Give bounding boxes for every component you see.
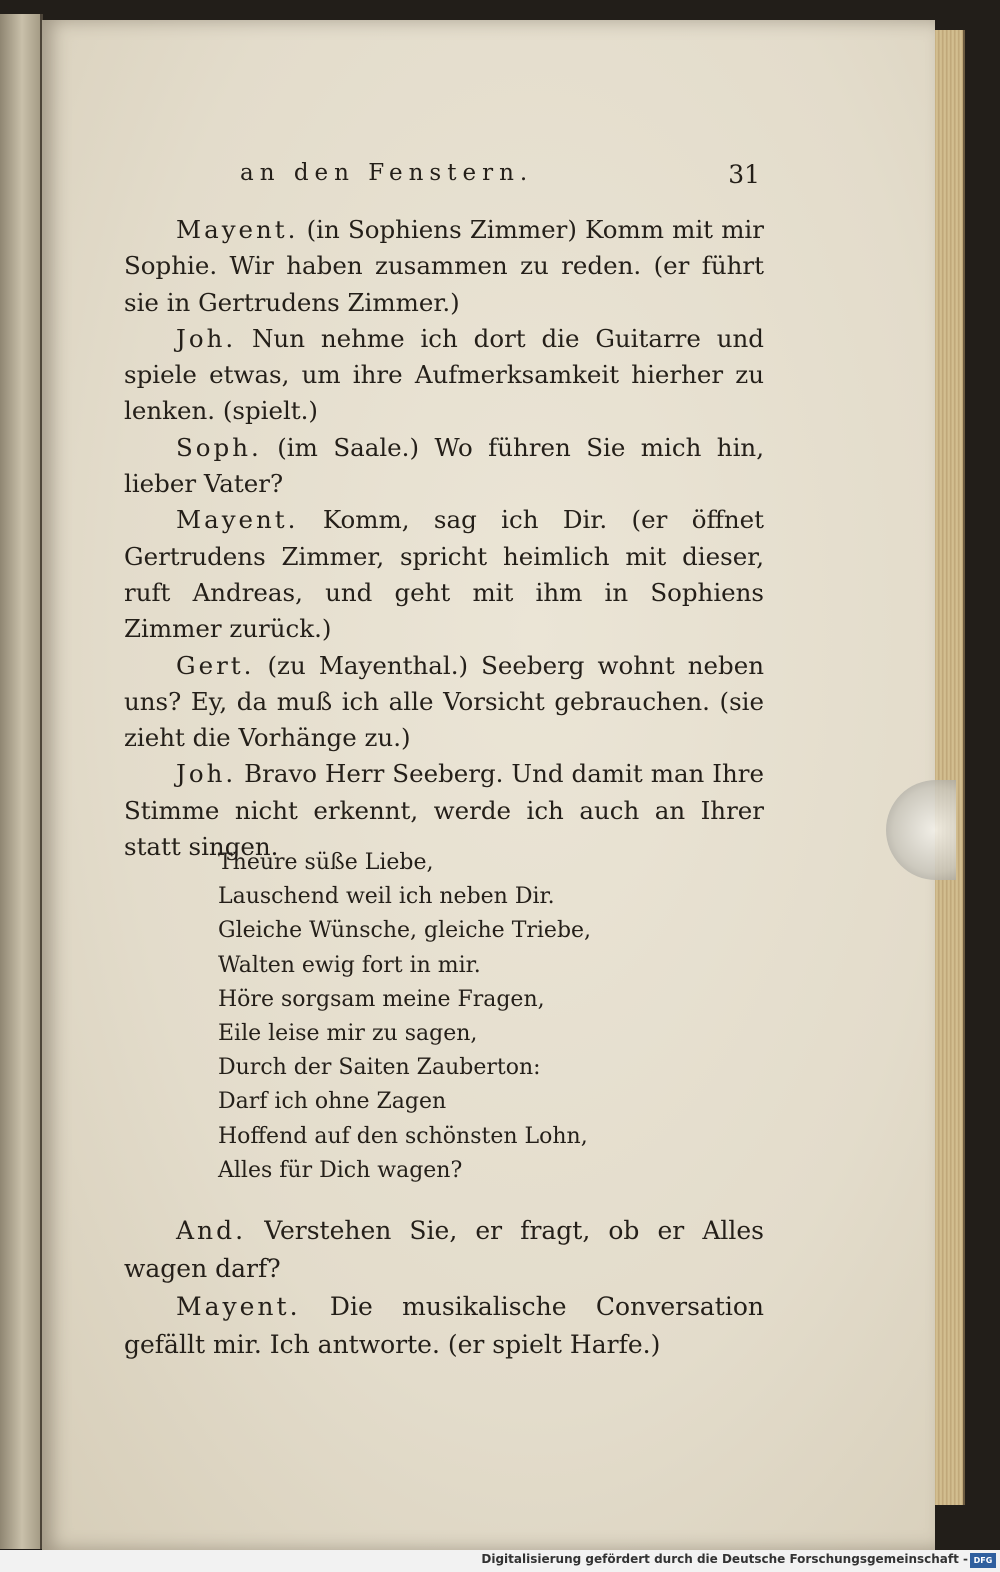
verse-line: Eile leise mir zu sagen, [218,1021,478,1047]
verse-line: Hoffend auf den schönsten Lohn, [218,1123,588,1149]
page-number: 31 [728,160,760,189]
funding-credit: Digitalisierung gefördert durch die Deutsche Forschungsgemeinschaft - [481,1552,968,1566]
verse-line: Lauschend weil ich neben Dir. [218,884,555,910]
dialogue-paragraph [124,1288,764,1364]
speaker-name: And. [176,1216,247,1245]
speaker-name: Soph. [176,432,262,462]
previous-page-edge [0,14,43,1549]
dialogue-text: Verstehen Sie, er fragt, ob er Alles wagen darf? [124,1216,764,1283]
verse-line: Darf ich ohne Zagen [218,1089,447,1115]
dialogue-paragraph [124,430,764,503]
verse-line: Gleiche Wünsche, gleiche Triebe, [218,918,592,944]
dialogue-paragraph [124,502,764,647]
dialogue-text: Komm, sag ich Dir. (er öffnet Gertrudens Zimmer, spricht heimlich mit dieser, ruft Andreas, und geht mit ihm in Sophiens Zimmer zurück.) [124,505,765,644]
song-verse [218,846,688,1188]
page-stack-edge [935,30,965,1505]
verse-line: Theure süße Liebe, [218,850,434,875]
verse-line: Walten ewig fort in mir. [218,952,481,978]
dialogue-text: Nun nehme ich dort die Guitarre und spiele etwas, um ihre Aufmerksamkeit hierher zu lenken. (spielt.) [124,323,764,426]
speaker-name: Gert. [176,650,255,680]
verse-line: Höre sorgsam meine Fragen, [218,986,545,1012]
verse-line: Alles für Dich wagen? [218,1157,463,1183]
speaker-name: Joh. [176,759,237,789]
dfg-logo: DFG [970,1553,996,1568]
speaker-name: Joh. [176,323,237,353]
dialogue-text: Bravo Herr Seeberg. Und damit man Ihre Stimme nicht erkennt, werde ich auch an Ihrer statt singen. [124,759,764,862]
dialogue-paragraph [124,321,764,430]
verse-line: Durch der Saiten Zauberton: [218,1055,541,1081]
dialogue-paragraph [124,1212,764,1288]
digitization-footer [0,1550,1000,1572]
dialogue-text: (in Sophiens Zimmer) Komm mit mir Sophie. Wir haben zusammen zu reden. (er führt sie in Gertrudens Zimmer.) [124,215,764,317]
running-header [240,160,760,196]
speaker-name: Mayent. [176,505,299,535]
header-title: an den Fenstern. [240,160,534,186]
speaker-name: Mayent. [176,1292,301,1321]
dialogue-block-lower [124,1212,764,1364]
dialogue-text: (zu Mayenthal.) Seeberg wohnt neben uns? Ey, da muß ich alle Vorsicht gebrauchen. (sie zieht die Vorhänge zu.) [124,650,764,753]
dialogue-text: Die musikalische Conversation gefällt mir. Ich antworte. (er spielt Harfe.) [124,1292,764,1359]
dialogue-paragraph [124,212,764,321]
dialogue-paragraph [124,648,764,757]
dialogue-block [124,212,764,865]
dialogue-text: (im Saale.) Wo führen Sie mich hin, lieber Vater? [124,432,764,499]
speaker-name: Mayent. [176,215,299,244]
